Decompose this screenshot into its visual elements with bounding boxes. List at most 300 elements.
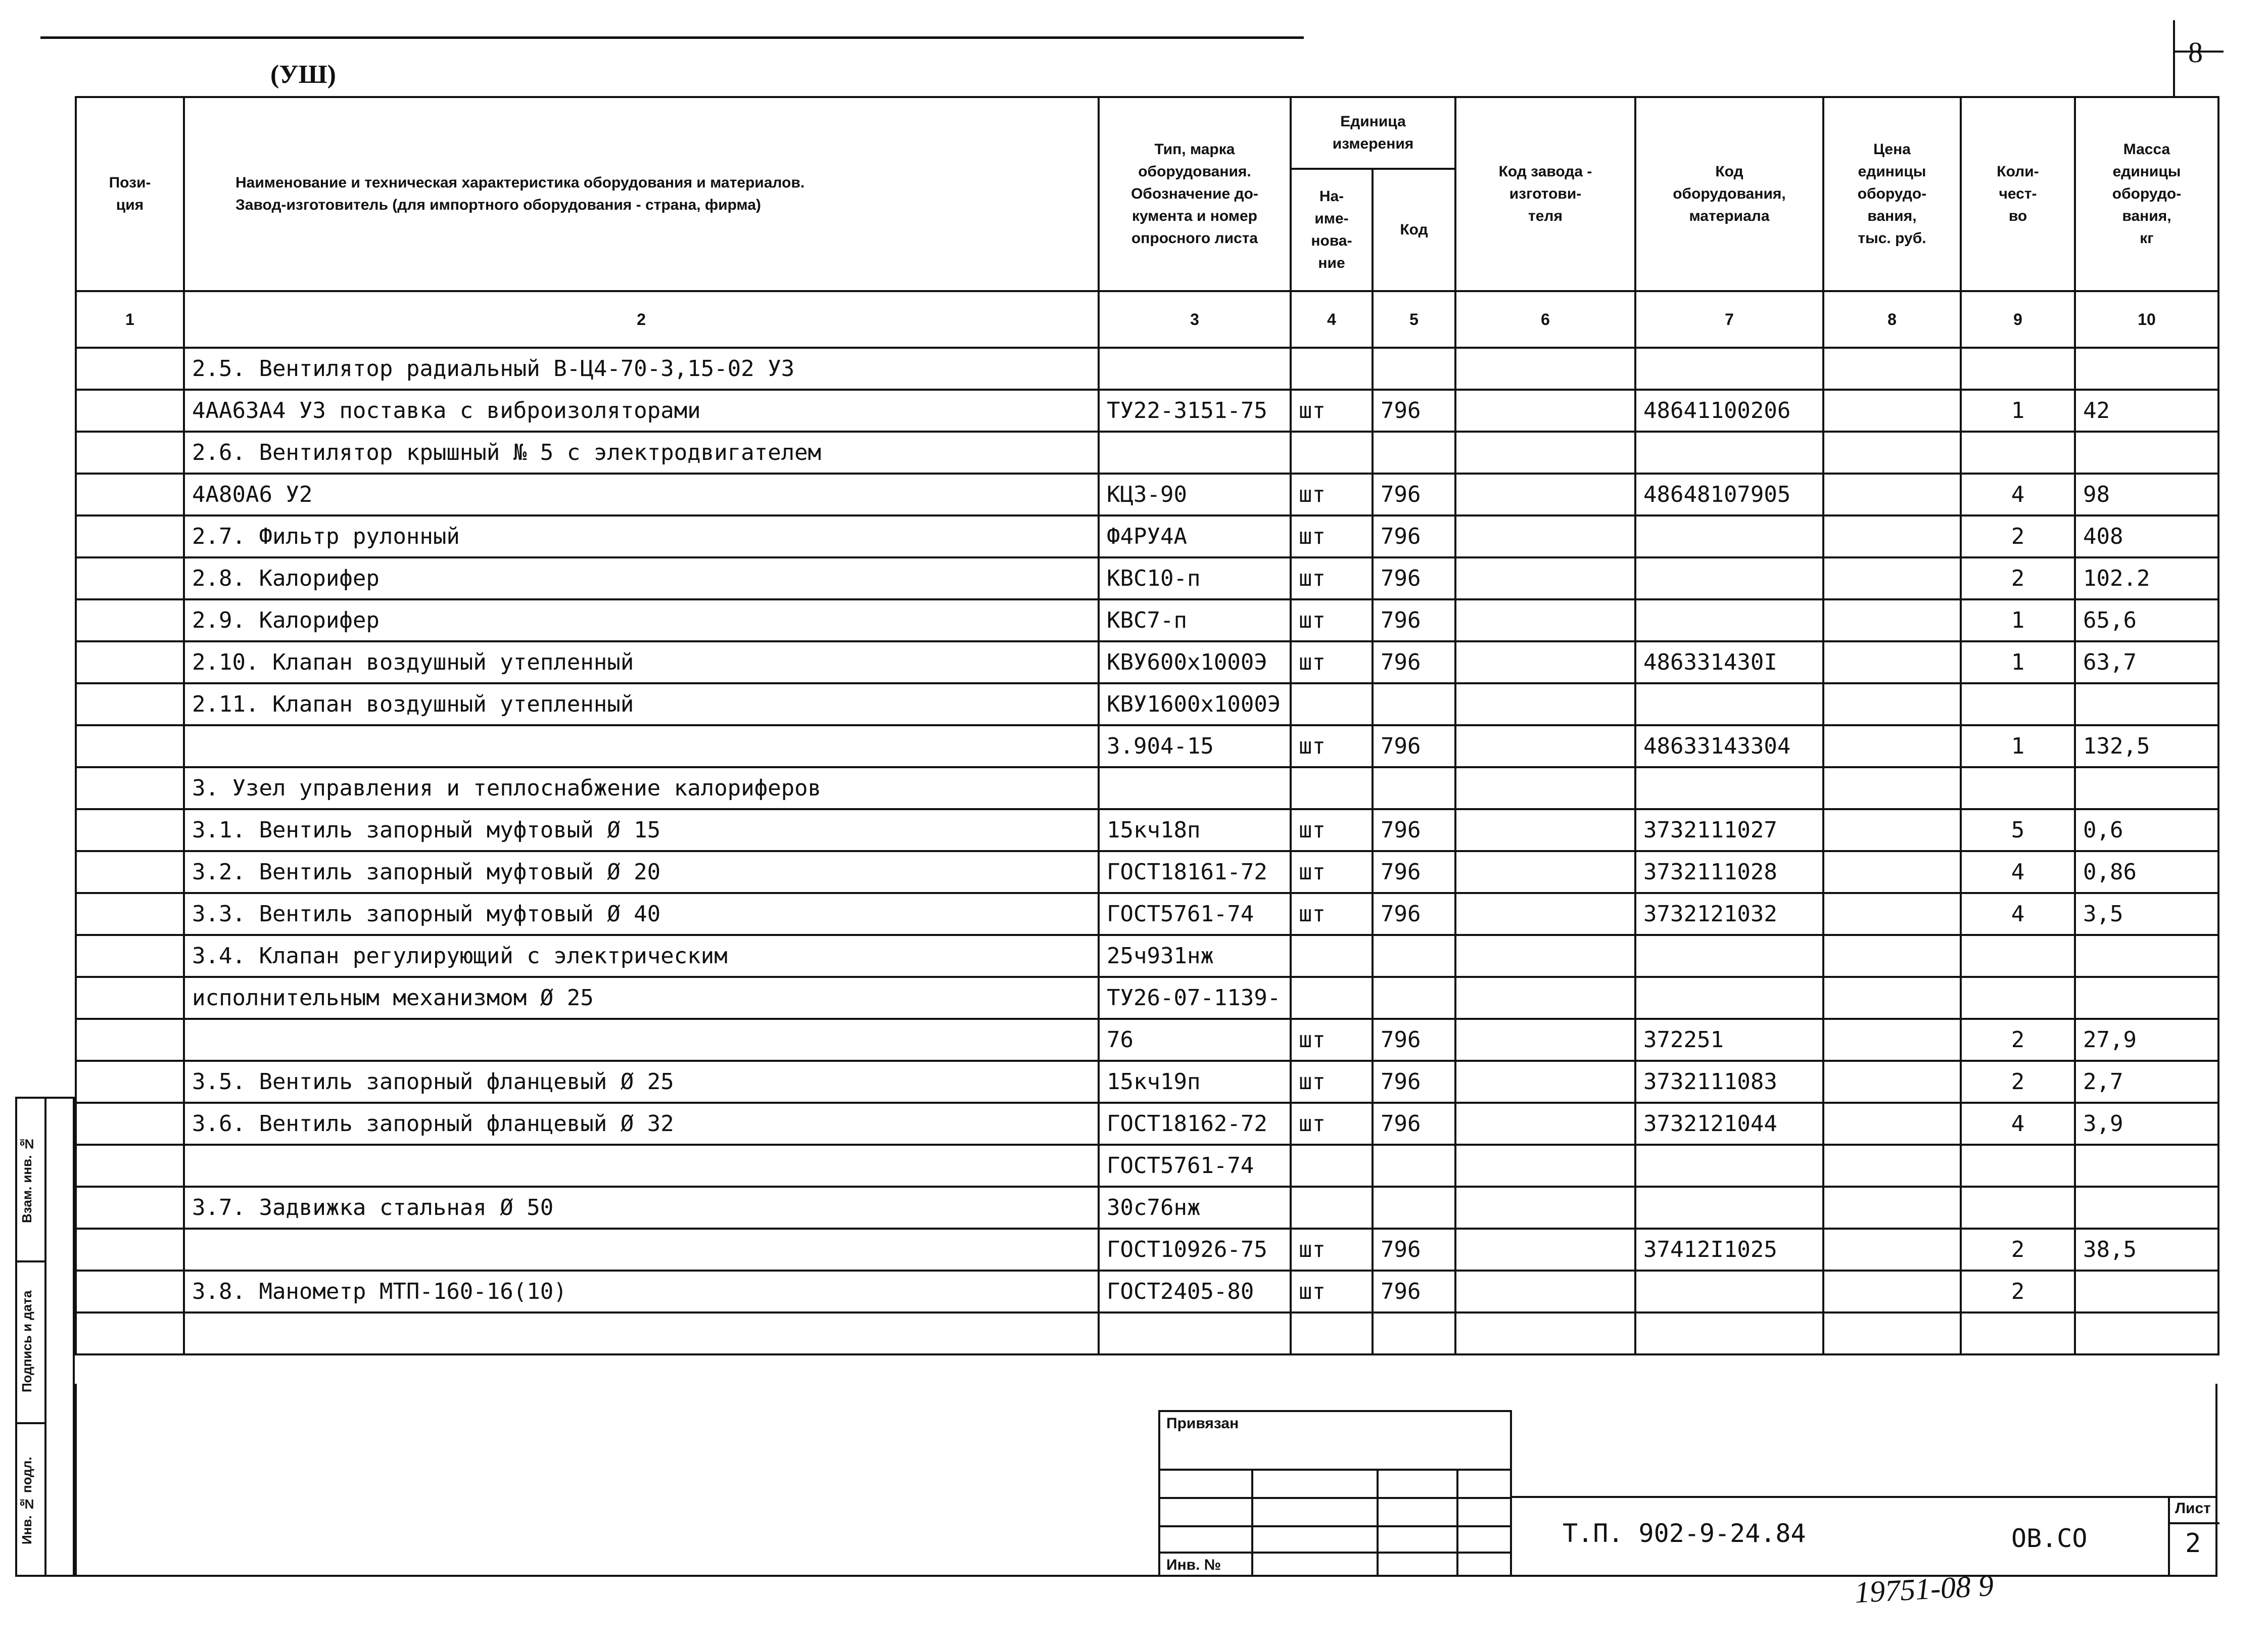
cell-factory-code xyxy=(1455,1061,1635,1103)
cell-name: 2.11. Клапан воздушный утепленный xyxy=(184,683,1099,725)
cell-unit-code: 796 xyxy=(1373,390,1455,432)
side-label-signature-date: Подпись и дата xyxy=(19,1290,34,1392)
cell-position xyxy=(76,1145,184,1187)
sheet-value: 2 xyxy=(2185,1528,2201,1559)
cell-unit-code: 796 xyxy=(1373,809,1455,851)
cell-price xyxy=(1823,851,1961,893)
cell-factory-code xyxy=(1455,809,1635,851)
cell-quantity: 2 xyxy=(1961,1019,2075,1061)
header-mass: Масса единицы оборудо- вания, кг xyxy=(2075,97,2218,291)
cell-unit-code: 796 xyxy=(1373,1229,1455,1271)
table-row xyxy=(76,725,2218,767)
cell-factory-code xyxy=(1455,1187,1635,1229)
cell-unit: шт xyxy=(1291,851,1373,893)
cell-mass: 0,86 xyxy=(2075,851,2218,893)
cell-mass: 38,5 xyxy=(2075,1229,2218,1271)
cell-mass xyxy=(2075,977,2218,1019)
side-strip-rule xyxy=(17,1422,44,1424)
cell-factory-code xyxy=(1455,935,1635,977)
cell-mass: 98 xyxy=(2075,474,2218,515)
cell-name xyxy=(184,725,1099,767)
cell-quantity xyxy=(1961,767,2075,809)
cell-price xyxy=(1823,515,1961,557)
side-strip-rule xyxy=(17,1260,44,1262)
cell-equipment-code: 372251 xyxy=(1635,1019,1823,1061)
document-code: Т.П. 902-9-24.84 xyxy=(1563,1519,1806,1548)
column-number: 5 xyxy=(1373,291,1455,348)
cell-unit-code: 796 xyxy=(1373,599,1455,641)
document-mark: ОВ.СО xyxy=(2011,1524,2088,1553)
cell-quantity xyxy=(1961,1187,2075,1229)
cell-price xyxy=(1823,1312,1961,1354)
cell-equipment-code xyxy=(1635,557,1823,599)
cell-price xyxy=(1823,809,1961,851)
cell-type: ГОСТ18162-72 xyxy=(1099,1103,1291,1145)
cell-equipment-code xyxy=(1635,767,1823,809)
cell-position xyxy=(76,1271,184,1312)
cell-factory-code xyxy=(1455,557,1635,599)
cell-factory-code xyxy=(1455,432,1635,474)
table-row xyxy=(76,683,2218,725)
cell-unit-code xyxy=(1373,1187,1455,1229)
stamp-title: Привязан xyxy=(1166,1415,1239,1432)
cell-unit-code xyxy=(1373,348,1455,390)
cell-equipment-code xyxy=(1635,348,1823,390)
cell-factory-code xyxy=(1455,1271,1635,1312)
cell-unit-code: 796 xyxy=(1373,557,1455,599)
header-factory-code: Код завода - изготови- теля xyxy=(1455,97,1635,291)
cell-type: ТУ22-3151-75 xyxy=(1099,390,1291,432)
cell-name: 3.2. Вентиль запорный муфтовый Ø 20 xyxy=(184,851,1099,893)
cell-name: 2.9. Калорифер xyxy=(184,599,1099,641)
column-number: 2 xyxy=(184,291,1099,348)
cell-price xyxy=(1823,1229,1961,1271)
specification-table xyxy=(75,96,2219,1355)
cell-equipment-code: 3732111083 xyxy=(1635,1061,1823,1103)
cell-price xyxy=(1823,767,1961,809)
cell-quantity: 2 xyxy=(1961,1229,2075,1271)
cell-price xyxy=(1823,683,1961,725)
cell-type: КЦЗ-90 xyxy=(1099,474,1291,515)
cell-mass: 27,9 xyxy=(2075,1019,2218,1061)
cell-type: КВУ1600х1000Э xyxy=(1099,683,1291,725)
header-price: Цена единицы оборудо- вания, тыс. руб. xyxy=(1823,97,1961,291)
cell-unit: шт xyxy=(1291,390,1373,432)
side-strip-rule xyxy=(44,1099,46,1575)
table-row xyxy=(76,1271,2218,1312)
cell-factory-code xyxy=(1455,725,1635,767)
cell-type: 76 xyxy=(1099,1019,1291,1061)
sheet-label: Лист xyxy=(2175,1500,2211,1517)
column-number: 10 xyxy=(2075,291,2218,348)
cell-equipment-code: 37412I1025 xyxy=(1635,1229,1823,1271)
cell-position xyxy=(76,432,184,474)
table-row xyxy=(76,390,2218,432)
cell-factory-code xyxy=(1455,1103,1635,1145)
table-row xyxy=(76,348,2218,390)
cell-unit xyxy=(1291,977,1373,1019)
cell-mass: 408 xyxy=(2075,515,2218,557)
cell-factory-code xyxy=(1455,893,1635,935)
cell-unit-code: 796 xyxy=(1373,1103,1455,1145)
cell-position xyxy=(76,1229,184,1271)
cell-mass: 2,7 xyxy=(2075,1061,2218,1103)
cell-unit-code: 796 xyxy=(1373,515,1455,557)
cell-type: 25ч931нж xyxy=(1099,935,1291,977)
cell-name: 3. Узел управления и теплоснабжение калориферов xyxy=(184,767,1099,809)
title-block-rule xyxy=(1512,1496,2217,1498)
cell-unit: шт xyxy=(1291,809,1373,851)
table-row xyxy=(76,1187,2218,1229)
cell-quantity: 4 xyxy=(1961,893,2075,935)
cell-factory-code xyxy=(1455,641,1635,683)
column-number: 4 xyxy=(1291,291,1373,348)
side-label-replaced-inventory: Взам. инв. № xyxy=(19,1136,34,1223)
table-row xyxy=(76,1145,2218,1187)
cell-name: 3.1. Вентиль запорный муфтовый Ø 15 xyxy=(184,809,1099,851)
cell-position xyxy=(76,348,184,390)
cell-quantity xyxy=(1961,432,2075,474)
cell-equipment-code xyxy=(1635,1271,1823,1312)
cell-position xyxy=(76,725,184,767)
cell-unit: шт xyxy=(1291,1229,1373,1271)
cell-price xyxy=(1823,557,1961,599)
table-row xyxy=(76,515,2218,557)
cell-type xyxy=(1099,348,1291,390)
cell-type: 3.904-15 xyxy=(1099,725,1291,767)
cell-position xyxy=(76,474,184,515)
table-row xyxy=(76,893,2218,935)
cell-equipment-code: 48648107905 xyxy=(1635,474,1823,515)
header-position: Пози- ция xyxy=(76,97,184,291)
cell-name: 3.5. Вентиль запорный фланцевый Ø 25 xyxy=(184,1061,1099,1103)
table-row xyxy=(76,1061,2218,1103)
side-label-original-inventory: Инв. № подл. xyxy=(19,1457,34,1544)
cell-mass: 65,6 xyxy=(2075,599,2218,641)
cell-unit-code: 796 xyxy=(1373,1019,1455,1061)
cell-equipment-code xyxy=(1635,683,1823,725)
cell-unit xyxy=(1291,935,1373,977)
cell-price xyxy=(1823,1019,1961,1061)
cell-quantity xyxy=(1961,977,2075,1019)
cell-unit: шт xyxy=(1291,1271,1373,1312)
cell-factory-code xyxy=(1455,1312,1635,1354)
cell-unit: шт xyxy=(1291,1103,1373,1145)
cell-mass xyxy=(2075,432,2218,474)
table-row xyxy=(76,935,2218,977)
cell-price xyxy=(1823,599,1961,641)
cell-name: 2.10. Клапан воздушный утепленный xyxy=(184,641,1099,683)
header-equipment-code: Код оборудования, материала xyxy=(1635,97,1823,291)
cell-position xyxy=(76,599,184,641)
cell-mass: 0,6 xyxy=(2075,809,2218,851)
cell-quantity xyxy=(1961,1312,2075,1354)
cell-factory-code xyxy=(1455,1019,1635,1061)
cell-mass: 3,5 xyxy=(2075,893,2218,935)
cell-unit: шт xyxy=(1291,557,1373,599)
cell-unit xyxy=(1291,348,1373,390)
table-row xyxy=(76,851,2218,893)
cell-unit-code xyxy=(1373,767,1455,809)
cell-quantity: 4 xyxy=(1961,851,2075,893)
sheet-number-vrule xyxy=(2173,20,2175,96)
cell-mass: 63,7 xyxy=(2075,641,2218,683)
cell-quantity: 2 xyxy=(1961,1271,2075,1312)
cell-price xyxy=(1823,390,1961,432)
cell-quantity: 1 xyxy=(1961,725,2075,767)
cell-factory-code xyxy=(1455,767,1635,809)
cell-position xyxy=(76,641,184,683)
cell-mass xyxy=(2075,1271,2218,1312)
cell-factory-code xyxy=(1455,1145,1635,1187)
cell-mass: 102.2 xyxy=(2075,557,2218,599)
cell-mass xyxy=(2075,348,2218,390)
cell-position xyxy=(76,1187,184,1229)
cell-position xyxy=(76,1312,184,1354)
cell-equipment-code xyxy=(1635,599,1823,641)
cell-position xyxy=(76,809,184,851)
binding-stamp xyxy=(1158,1410,1512,1577)
cell-price xyxy=(1823,1103,1961,1145)
cell-type: ТУ26-07-1139- xyxy=(1099,977,1291,1019)
cell-name xyxy=(184,1145,1099,1187)
cell-price xyxy=(1823,1145,1961,1187)
cell-mass xyxy=(2075,683,2218,725)
cell-factory-code xyxy=(1455,390,1635,432)
footer-frame xyxy=(75,1384,2217,1577)
header-name: Наименование и техническая характеристика оборудования и материалов. Завод-изготовитель (для импортного оборудования - страна, фирма) xyxy=(184,97,1099,291)
cell-unit-code xyxy=(1373,977,1455,1019)
cell-mass: 3,9 xyxy=(2075,1103,2218,1145)
cell-quantity: 1 xyxy=(1961,641,2075,683)
cell-price xyxy=(1823,348,1961,390)
cell-position xyxy=(76,390,184,432)
cell-equipment-code xyxy=(1635,1312,1823,1354)
cell-type: ГОСТ10926-75 xyxy=(1099,1229,1291,1271)
cell-mass: 132,5 xyxy=(2075,725,2218,767)
table-row xyxy=(76,641,2218,683)
cell-name: 2.8. Калорифер xyxy=(184,557,1099,599)
side-stamp-strip xyxy=(15,1097,75,1577)
cell-equipment-code: 3732111027 xyxy=(1635,809,1823,851)
cell-type: ГОСТ5761-74 xyxy=(1099,1145,1291,1187)
cell-mass xyxy=(2075,767,2218,809)
cell-equipment-code: 3732111028 xyxy=(1635,851,1823,893)
cell-price xyxy=(1823,893,1961,935)
archive-number: 19751-08 9 xyxy=(1854,1568,1995,1610)
header-unit-code: Код xyxy=(1373,169,1455,291)
cell-unit-code xyxy=(1373,683,1455,725)
cell-unit xyxy=(1291,683,1373,725)
cell-factory-code xyxy=(1455,977,1635,1019)
table-row xyxy=(76,474,2218,515)
cell-type xyxy=(1099,432,1291,474)
cell-position xyxy=(76,893,184,935)
column-number: 6 xyxy=(1455,291,1635,348)
cell-quantity: 5 xyxy=(1961,809,2075,851)
cell-type: КВС7-п xyxy=(1099,599,1291,641)
cell-price xyxy=(1823,432,1961,474)
column-number: 3 xyxy=(1099,291,1291,348)
table-row xyxy=(76,767,2218,809)
cell-quantity xyxy=(1961,683,2075,725)
cell-type: 15кч18п xyxy=(1099,809,1291,851)
cell-name: 3.8. Манометр МТП-160-16(10) xyxy=(184,1271,1099,1312)
cell-type: ГОСТ2405-80 xyxy=(1099,1271,1291,1312)
cell-type: Ф4РУ4А xyxy=(1099,515,1291,557)
table-row xyxy=(76,599,2218,641)
cell-name: 3.4. Клапан регулирующий с электрическим xyxy=(184,935,1099,977)
cell-position xyxy=(76,977,184,1019)
cell-factory-code xyxy=(1455,1229,1635,1271)
cell-mass xyxy=(2075,1312,2218,1354)
cell-quantity: 2 xyxy=(1961,1061,2075,1103)
cell-position xyxy=(76,851,184,893)
table-row xyxy=(76,432,2218,474)
cell-type xyxy=(1099,767,1291,809)
cell-quantity: 4 xyxy=(1961,474,2075,515)
cell-unit-code: 796 xyxy=(1373,851,1455,893)
cell-type: ГОСТ5761-74 xyxy=(1099,893,1291,935)
cell-equipment-code: 3732121044 xyxy=(1635,1103,1823,1145)
cell-position xyxy=(76,1019,184,1061)
cell-quantity xyxy=(1961,935,2075,977)
cell-name: 2.6. Вентилятор крышный № 5 с электродвигателем xyxy=(184,432,1099,474)
cell-factory-code xyxy=(1455,851,1635,893)
cell-name: 3.7. Задвижка стальная Ø 50 xyxy=(184,1187,1099,1229)
cell-unit xyxy=(1291,1187,1373,1229)
header-quantity: Коли- чест- во xyxy=(1961,97,2075,291)
table-row xyxy=(76,1019,2218,1061)
cell-quantity: 2 xyxy=(1961,557,2075,599)
cell-equipment-code xyxy=(1635,432,1823,474)
cell-equipment-code xyxy=(1635,1187,1823,1229)
cell-price xyxy=(1823,977,1961,1019)
header-type: Тип, марка оборудования. Обозначение до- кумента и номер опросного листа xyxy=(1099,97,1291,291)
header-unit-group: Единица измерения xyxy=(1291,97,1455,169)
cell-mass xyxy=(2075,1187,2218,1229)
cell-unit: шт xyxy=(1291,725,1373,767)
header-unit-name: На- име- нова- ние xyxy=(1291,169,1373,291)
cell-name: 4А80А6 У2 xyxy=(184,474,1099,515)
cell-equipment-code xyxy=(1635,935,1823,977)
cell-unit-code xyxy=(1373,935,1455,977)
cell-price xyxy=(1823,1187,1961,1229)
cell-equipment-code: 3732121032 xyxy=(1635,893,1823,935)
inventory-label: Инв. № xyxy=(1166,1557,1221,1573)
cell-price xyxy=(1823,1061,1961,1103)
cell-unit-code xyxy=(1373,432,1455,474)
cell-type: КВУ600х1000Э xyxy=(1099,641,1291,683)
cell-name xyxy=(184,1312,1099,1354)
column-number: 1 xyxy=(76,291,184,348)
column-number: 7 xyxy=(1635,291,1823,348)
cell-equipment-code: 486331430I xyxy=(1635,641,1823,683)
table-row xyxy=(76,809,2218,851)
cell-unit xyxy=(1291,432,1373,474)
cell-type: КВС10-п xyxy=(1099,557,1291,599)
column-number: 9 xyxy=(1961,291,2075,348)
table-row xyxy=(76,1103,2218,1145)
cell-equipment-code xyxy=(1635,977,1823,1019)
cell-name: 3.3. Вентиль запорный муфтовый Ø 40 xyxy=(184,893,1099,935)
cell-quantity xyxy=(1961,348,2075,390)
cell-type xyxy=(1099,1312,1291,1354)
cell-position xyxy=(76,683,184,725)
cell-unit-code: 796 xyxy=(1373,641,1455,683)
cell-name xyxy=(184,1019,1099,1061)
cell-price xyxy=(1823,641,1961,683)
cell-unit-code: 796 xyxy=(1373,893,1455,935)
top-rule xyxy=(40,36,1304,39)
cell-mass xyxy=(2075,935,2218,977)
cell-unit-code xyxy=(1373,1312,1455,1354)
cell-quantity: 4 xyxy=(1961,1103,2075,1145)
cell-equipment-code: 48641100206 xyxy=(1635,390,1823,432)
cell-unit xyxy=(1291,1312,1373,1354)
sheet-code: (УШ) xyxy=(270,60,336,89)
cell-unit-code: 796 xyxy=(1373,1271,1455,1312)
sheet-number-rule xyxy=(2173,51,2224,53)
cell-position xyxy=(76,935,184,977)
column-number: 8 xyxy=(1823,291,1961,348)
stamp-rule xyxy=(1456,1469,1458,1577)
cell-position xyxy=(76,557,184,599)
cell-factory-code xyxy=(1455,515,1635,557)
cell-unit: шт xyxy=(1291,1061,1373,1103)
cell-name: 2.7. Фильтр рулонный xyxy=(184,515,1099,557)
cell-unit: шт xyxy=(1291,641,1373,683)
cell-position xyxy=(76,767,184,809)
cell-price xyxy=(1823,1271,1961,1312)
cell-unit: шт xyxy=(1291,474,1373,515)
cell-type: 15кч19п xyxy=(1099,1061,1291,1103)
cell-unit-code: 796 xyxy=(1373,474,1455,515)
cell-mass: 42 xyxy=(2075,390,2218,432)
cell-price xyxy=(1823,725,1961,767)
cell-price xyxy=(1823,935,1961,977)
cell-name: 2.5. Вентилятор радиальный В-Ц4-70-3,15-02 У3 xyxy=(184,348,1099,390)
cell-name: исполнительным механизмом Ø 25 xyxy=(184,977,1099,1019)
table-row xyxy=(76,977,2218,1019)
cell-position xyxy=(76,1103,184,1145)
column-number-row xyxy=(76,291,2218,348)
table-row xyxy=(76,1312,2218,1354)
cell-unit: шт xyxy=(1291,599,1373,641)
header-row xyxy=(76,97,2218,169)
cell-factory-code xyxy=(1455,474,1635,515)
cell-quantity xyxy=(1961,1145,2075,1187)
stamp-rule xyxy=(1251,1469,1253,1577)
sheet-box xyxy=(2168,1496,2219,1577)
cell-factory-code xyxy=(1455,599,1635,641)
cell-unit-code: 796 xyxy=(1373,1061,1455,1103)
cell-type: 30с76нж xyxy=(1099,1187,1291,1229)
table-row xyxy=(76,1229,2218,1271)
cell-unit xyxy=(1291,767,1373,809)
cell-position xyxy=(76,515,184,557)
cell-quantity: 1 xyxy=(1961,390,2075,432)
cell-quantity: 2 xyxy=(1961,515,2075,557)
cell-equipment-code xyxy=(1635,515,1823,557)
cell-unit-code xyxy=(1373,1145,1455,1187)
cell-equipment-code xyxy=(1635,1145,1823,1187)
cell-mass xyxy=(2075,1145,2218,1187)
cell-name: 4АА63А4 У3 поставка с виброизоляторами xyxy=(184,390,1099,432)
cell-unit: шт xyxy=(1291,893,1373,935)
cell-name xyxy=(184,1229,1099,1271)
cell-equipment-code: 48633143304 xyxy=(1635,725,1823,767)
